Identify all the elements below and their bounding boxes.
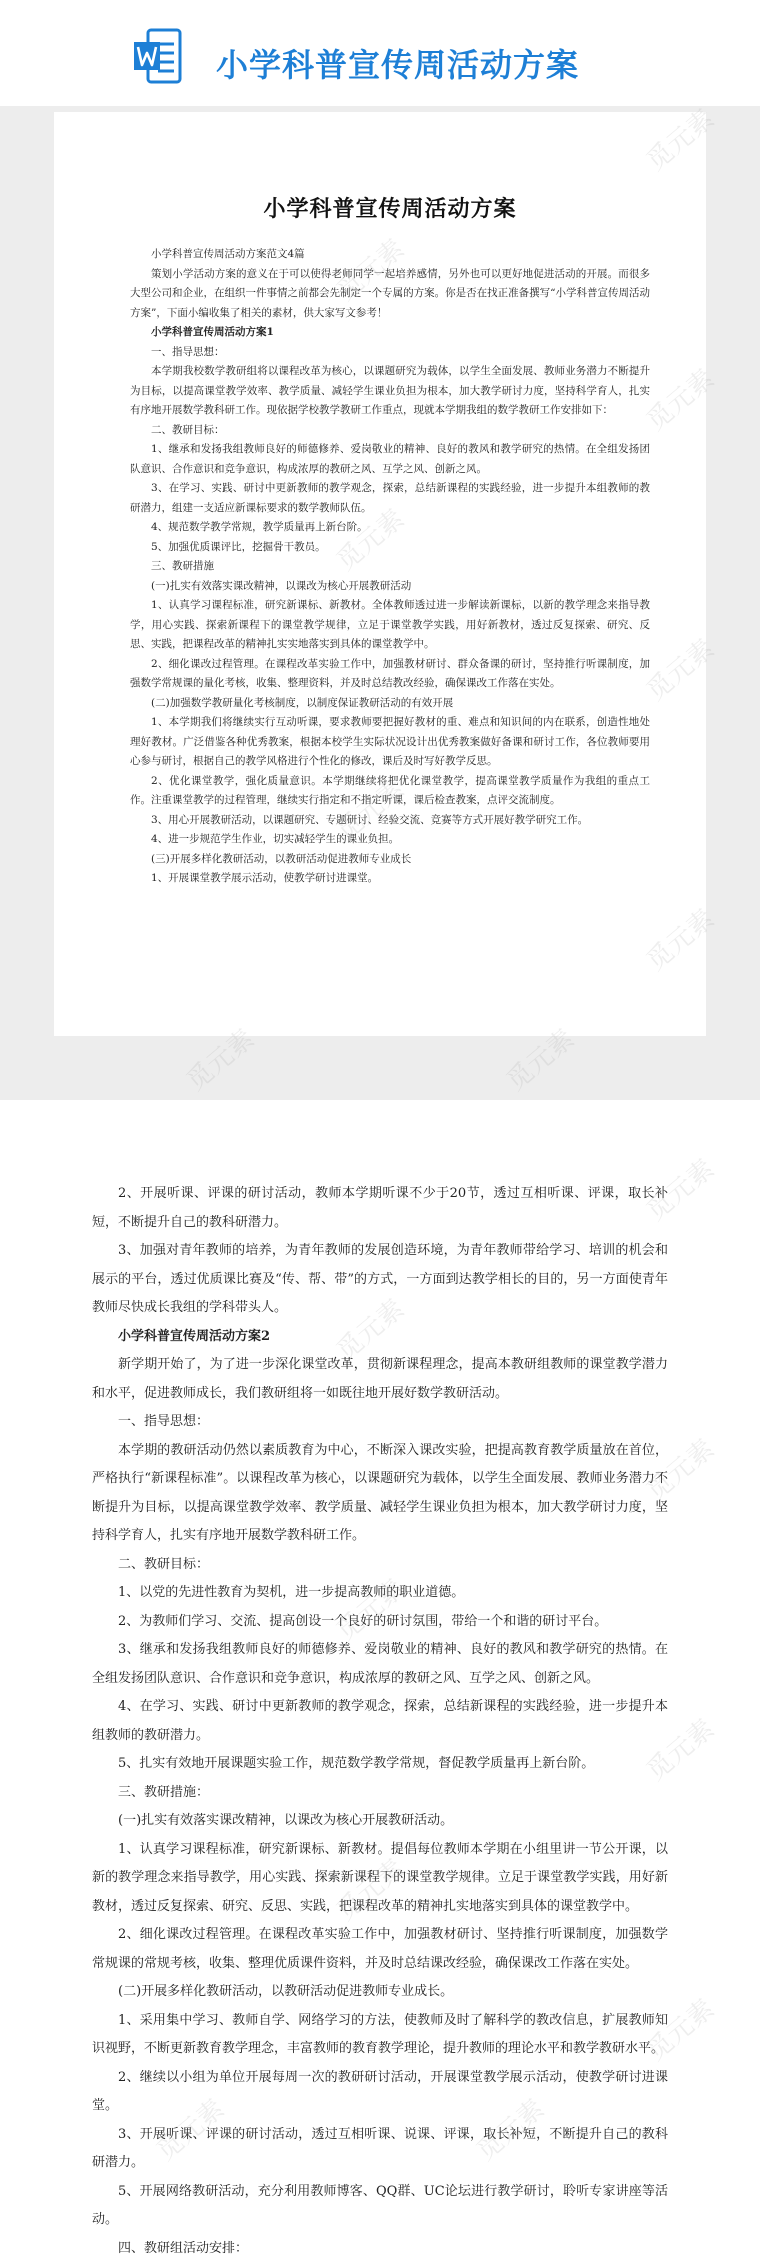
paragraph: 1、认真学习课程标准，研究新课标、新教材。提倡每位教师本学期在小组里讲一节公开课，以新的教学理念来指导教学，用心实践、探索新课程下的课堂教学规律。立足于课堂教学实践，用好新教材，透过反复探索、研究、反思、实践，把课程改革的精神扎实地落实到具体的课堂教学中。 — [92, 1836, 668, 1922]
banner-title: 小学科普宣传周活动方案 — [216, 40, 579, 86]
paragraph: 四、教研组活动安排： — [92, 2235, 668, 2263]
paragraph: 1、继承和发扬我组教师良好的师德修养、爱岗敬业的精神、良好的教风和教学研究的热情。在全组发扬团队意识、合作意识和竞争意识，构成浓厚的教研之风、互学之风、创新之风。 — [130, 440, 650, 479]
paragraph: (一)扎实有效落实课改精神，以课改为核心开展教研活动 — [130, 577, 650, 597]
word-document-icon — [134, 28, 182, 84]
paragraph: (三)开展多样化教研活动，以教研活动促进教师专业成长 — [130, 850, 650, 870]
paragraph: 4、规范数学教学常规，教学质量再上新台阶。 — [130, 518, 650, 538]
paragraph: 一、指导思想： — [130, 343, 650, 363]
page-1-body — [130, 192, 650, 889]
paragraph: 3、用心开展教研活动，以课题研究、专题研讨、经验交流、竞赛等方式开展好教学研究工作。 — [130, 811, 650, 831]
paragraph: 3、继承和发扬我组教师良好的师德修养、爱岗敬业的精神、良好的教风和教学研究的热情。在全组发扬团队意识、合作意识和竞争意识，构成浓厚的教研之风、互学之风、创新之风。 — [92, 1636, 668, 1693]
paragraph: 5、扎实有效地开展课题实验工作，规范数学教学常规，督促教学质量再上新台阶。 — [92, 1750, 668, 1779]
paragraph: 2、开展听课、评课的研讨活动，教师本学期听课不少于20节，透过互相听课、评课，取长补短，不断提升自己的教科研潜力。 — [92, 1180, 668, 1237]
paragraph: 2、继续以小组为单位开展每周一次的教研研讨活动，开展课堂教学展示活动，使教学研讨进课堂。 — [92, 2064, 668, 2121]
paragraph: 三、教研措施 — [130, 557, 650, 577]
paragraph: 三、教研措施： — [92, 1779, 668, 1808]
document-title: 小学科普宣传周活动方案 — [130, 192, 650, 223]
paragraph: 策划小学活动方案的意义在于可以使得老师同学一起培养感情，另外也可以更好地促进活动的开展。而很多大型公司和企业，在组织一件事情之前都会先制定一个专属的方案。你是否在找正准备撰写“小学科普宣传周活动方案”，下面小编收集了相关的素材，供大家写文参考！ — [130, 265, 650, 324]
paragraph: 5、开展网络教研活动，充分利用教师博客、QQ群、UC论坛进行教学研讨，聆听专家讲座等活动。 — [92, 2178, 668, 2235]
page-2-body — [92, 1180, 668, 2263]
paragraph: 1、本学期我们将继续实行互动听课，要求教师要把握好教材的重、难点和知识间的内在联系，创造性地处理好教材。广泛借鉴各种优秀教案，根据本校学生实际状况设计出优秀教案做好备课和研讨工作，各位教师要用心参与研讨，根据自己的教学风格进行个性化的修改，课后及时写好教学反思。 — [130, 713, 650, 772]
paragraph: 小学科普宣传周活动方案范文4篇 — [130, 245, 650, 265]
section-heading: 小学科普宣传周活动方案2 — [92, 1323, 668, 1352]
paragraph: 2、细化课改过程管理。在课程改革实验工作中，加强教材研讨、群众备课的研讨，坚持推行听课制度，加强数学常规课的量化考核，收集、整理资料，并及时总结教改经验，确保课改工作落在实处。 — [130, 655, 650, 694]
paragraph: (二)开展多样化教研活动，以教研活动促进教师专业成长。 — [92, 1978, 668, 2007]
paragraph: 1、采用集中学习、教师自学、网络学习的方法，使教师及时了解科学的教改信息，扩展教师知识视野，不断更新教育教学理念，丰富教师的教育教学理论，提升教师的理论水平和教学教研水平。 — [92, 2007, 668, 2064]
paragraph: 二、教研目标： — [130, 421, 650, 441]
page-1-paragraphs — [130, 245, 650, 889]
paragraph: (一)扎实有效落实课改精神，以课改为核心开展教研活动。 — [92, 1807, 668, 1836]
paragraph: 本学期的教研活动仍然以素质教育为中心，不断深入课改实验，把提高教育教学质量放在首位，严格执行“新课程标准”。以课程改革为核心，以课题研究为载体，以学生全面发展、教师业务潜力不断提升为目标，以提高课堂教学效率、教学质量、减轻学生课业负担为根本，加大教学研讨力度，坚持科学育人，扎实有序地开展数学教科研工作。 — [92, 1437, 668, 1551]
paragraph: 2、优化课堂教学，强化质量意识。本学期继续将把优化课堂教学，提高课堂教学质量作为我组的重点工作。注重课堂教学的过程管理，继续实行指定和不指定听课，课后检查教案，点评交流制度。 — [130, 772, 650, 811]
paragraph: (二)加强数学教研量化考核制度，以制度保证教研活动的有效开展 — [130, 694, 650, 714]
paragraph: 4、进一步规范学生作业，切实减轻学生的课业负担。 — [130, 830, 650, 850]
paragraph: 2、为教师们学习、交流、提高创设一个良好的研讨氛围，带给一个和谐的研讨平台。 — [92, 1608, 668, 1637]
section-heading: 小学科普宣传周活动方案1 — [130, 323, 650, 343]
paragraph: 二、教研目标： — [92, 1551, 668, 1580]
paragraph: 1、以党的先进性教育为契机，进一步提高教师的职业道德。 — [92, 1579, 668, 1608]
paragraph: 本学期我校数学教研组将以课程改革为核心，以课题研究为载体，以学生全面发展、教师业务潜力不断提升为目标，以提高课堂教学效率、教学质量、减轻学生课业负担为根本，加大教学研讨力度，坚持科学育人，扎实有序地开展数学教科研工作。现依据学校教学教研工作重点，现就本学期我组的数学教研工作安排如下： — [130, 362, 650, 421]
document-page-2[interactable] — [0, 1100, 760, 2178]
paragraph: 2、细化课改过程管理。在课程改革实验工作中，加强教材研讨、坚持推行听课制度，加强数学常规课的常规考核，收集、整理优质课件资料，并及时总结课改经验，确保课改工作落在实处。 — [92, 1921, 668, 1978]
paragraph: 一、指导思想： — [92, 1408, 668, 1437]
document-page-1[interactable] — [54, 112, 706, 1036]
paragraph: 新学期开始了，为了进一步深化课堂改革，贯彻新课程理念，提高本教研组教师的课堂教学潜力和水平，促进教师成长，我们教研组将一如既往地开展好数学教研活动。 — [92, 1351, 668, 1408]
paragraph: 1、开展课堂教学展示活动，使教学研讨进课堂。 — [130, 869, 650, 889]
paragraph: 3、在学习、实践、研讨中更新教师的教学观念，探索，总结新课程的实践经验，进一步提升本组教师的教研潜力，组建一支适应新课标要求的数学教师队伍。 — [130, 479, 650, 518]
paragraph: 1、认真学习课程标准，研究新课标、新教材。全体教师透过进一步解读新课标，以新的教学理念来指导教学，用心实践、探索新课程下的课堂教学规律，立足于课堂教学实践，用好新教材，透过反复探索、研究、反思、实践，把课程改革的精神扎实实地落实到具体的课堂教学中。 — [130, 596, 650, 655]
header-banner — [0, 0, 760, 106]
paragraph: 4、在学习、实践、研讨中更新教师的教学观念，探索，总结新课程的实践经验，进一步提升本组教师的教研潜力。 — [92, 1693, 668, 1750]
page-2-paragraphs — [92, 1180, 668, 2263]
paragraph: 5、加强优质课评比，挖掘骨干教员。 — [130, 538, 650, 558]
paragraph: 3、加强对青年教师的培养，为青年教师的发展创造环境，为青年教师带给学习、培训的机会和展示的平台，透过优质课比赛及“传、帮、带”的方式，一方面到达教学相长的目的，另一方面使青年教师尽快成长我组的学科带头人。 — [92, 1237, 668, 1323]
paragraph: 3、开展听课、评课的研讨活动，透过互相听课、说课、评课，取长补短，不断提升自己的教科研潜力。 — [92, 2121, 668, 2178]
